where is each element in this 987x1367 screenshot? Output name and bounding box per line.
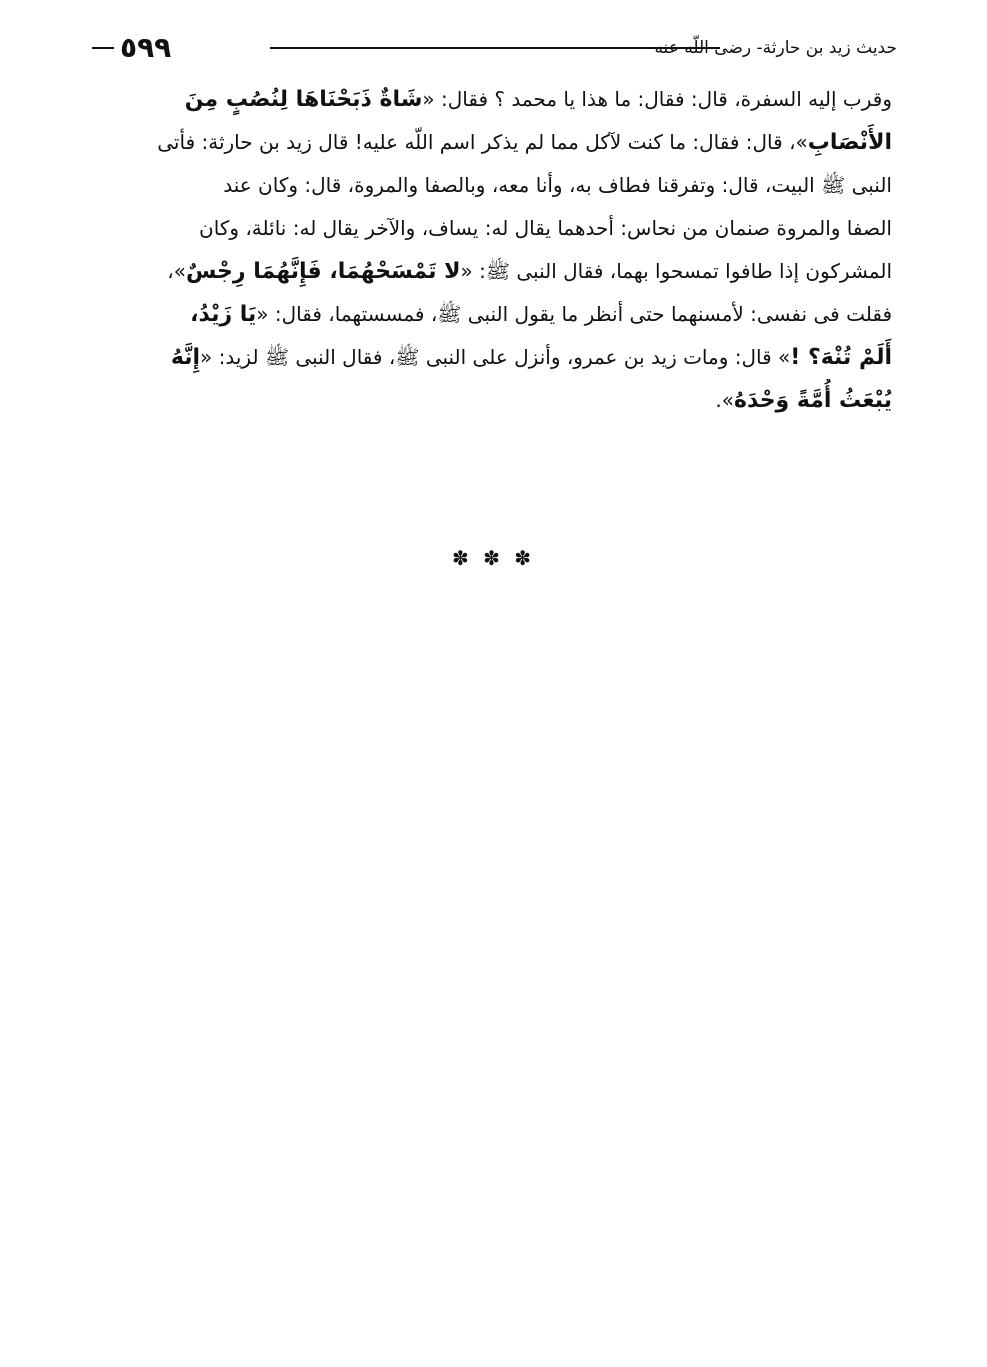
page-header bbox=[92, 30, 897, 66]
text-line bbox=[92, 293, 892, 336]
text-line bbox=[92, 121, 892, 164]
text-line bbox=[92, 207, 892, 250]
header-rule-left bbox=[92, 47, 114, 49]
text-line bbox=[92, 336, 892, 379]
body-text bbox=[92, 78, 892, 422]
line-text: » قال: ومات زيد بن عمرو، وأنزل على النبى ﷺ، فقال النبى ﷺ لزيد: « bbox=[200, 345, 791, 369]
text-line bbox=[92, 250, 892, 293]
line-text: »، bbox=[167, 259, 186, 283]
running-title: حديث زيد بن حارثة- رضى اللّه عنه- bbox=[648, 38, 897, 58]
quoted-speech: لا تَمْسَحْهُمَا، فَإِنَّهُمَا رِجْسٌ bbox=[185, 259, 461, 284]
line-text: »، قال: فقال: ما كنت لآكل مما لم يذكر اسم اللّه عليه! قال زيد بن حارثة: فأتى bbox=[157, 130, 808, 154]
quoted-speech: يُبْعَثُ أُمَّةً وَحْدَهُ bbox=[734, 388, 892, 413]
line-text: ». bbox=[715, 388, 734, 412]
section-separator: ✽ ✽ ✽ bbox=[452, 546, 535, 570]
line-text: المشركون إذا طافوا تمسحوا بهما، فقال النبى ﷺ: « bbox=[460, 259, 892, 283]
quoted-speech: يَا زَيْدُ، bbox=[190, 302, 257, 327]
page-number: ٥٩٩ bbox=[120, 31, 172, 64]
line-text: وقرب إليه السفرة، قال: فقال: ما هذا يا محمد ؟ فقال: « bbox=[422, 87, 892, 111]
quoted-speech: الأَنْصَابِ bbox=[807, 130, 892, 155]
line-text: فقلت فى نفسى: لأمسنهما حتى أنظر ما يقول النبى ﷺ، فمسستهما، فقال: « bbox=[256, 302, 892, 326]
line-text: الصفا والمروة صنمان من نحاس: أحدهما يقال له: يساف، والآخر يقال له: نائلة، وكان bbox=[199, 216, 892, 240]
quoted-speech: إِنَّهُ bbox=[170, 345, 201, 370]
quoted-speech: أَلَمْ تُنْهَ؟ ! bbox=[790, 345, 892, 370]
quoted-speech: شَاةٌ ذَبَحْنَاهَا لِنُصُبٍ مِنَ bbox=[184, 87, 423, 112]
text-line bbox=[92, 164, 892, 207]
text-line bbox=[92, 379, 892, 422]
text-line bbox=[92, 78, 892, 121]
line-text: النبى ﷺ البيت، قال: وتفرقنا فطاف به، وأنا معه، وبالصفا والمروة، قال: وكان عند bbox=[223, 173, 892, 197]
